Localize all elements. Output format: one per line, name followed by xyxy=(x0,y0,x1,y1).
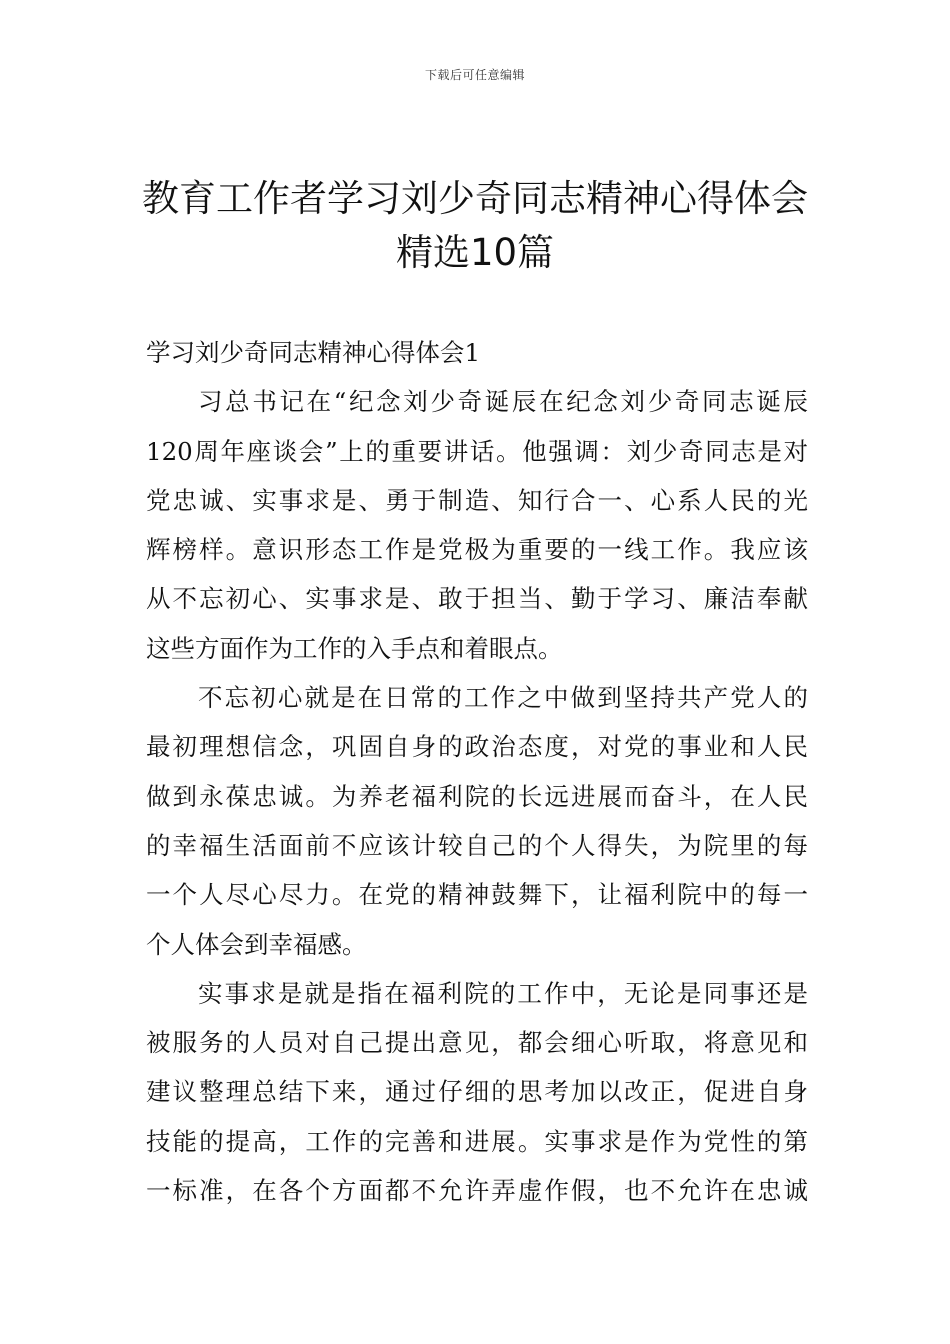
text-line: 不忘初心就是在日常的工作之中做到坚持共产党人的 xyxy=(198,683,808,713)
text-line: 个人体会到幸福感。 xyxy=(146,929,367,959)
text-line: 建议整理总结下来，通过仔细的思考加以改正，促进自身 xyxy=(146,1077,808,1107)
title-line-2: 精选10篇 xyxy=(395,231,555,274)
text-line: 的幸福生活面前不应该计较自己的个人得失，为院里的每 xyxy=(146,830,808,860)
text-line: 技能的提高，工作的完善和进展。实事求是作为党性的第 xyxy=(146,1126,808,1156)
text-line: 这些方面作为工作的入手点和着眼点。 xyxy=(146,633,563,663)
document-body xyxy=(146,328,808,1215)
document-title xyxy=(60,172,890,280)
text-line: 辉榜样。意识形态工作是党极为重要的一线工作。我应该 xyxy=(146,535,808,565)
text-line: 120周年座谈会”上的重要讲话。他强调：刘少奇同志是对 xyxy=(146,436,808,466)
paragraph-1 xyxy=(146,377,808,673)
text-line: 实事求是就是指在福利院的工作中，无论是同事还是 xyxy=(198,978,808,1008)
text-line: 一标准，在各个方面都不允许弄虚作假，也不允许在忠诚 xyxy=(146,1176,808,1206)
header-note: 下载后可任意编辑 xyxy=(424,68,525,82)
text-line: 做到永葆忠诚。为养老福利院的长远进展而奋斗，在人民 xyxy=(146,781,808,811)
section-heading: 学习刘少奇同志精神心得体会1 xyxy=(146,338,481,367)
title-line-1: 教育工作者学习刘少奇同志精神心得体会 xyxy=(142,177,808,220)
text-line: 被服务的人员对自己提出意见，都会细心听取，将意见和 xyxy=(146,1028,808,1058)
paragraph-3 xyxy=(146,969,808,1215)
text-line: 最初理想信念，巩固自身的政治态度，对党的事业和人民 xyxy=(146,732,808,762)
paragraph-2 xyxy=(146,673,808,969)
text-line: 习总书记在“纪念刘少奇诞辰在纪念刘少奇同志诞辰 xyxy=(198,387,808,417)
text-line: 党忠诚、实事求是、勇于制造、知行合一、心系人民的光 xyxy=(146,485,808,515)
text-line: 一个人尽心尽力。在党的精神鼓舞下，让福利院中的每一 xyxy=(146,880,808,910)
text-line: 从不忘初心、实事求是、敢于担当、勤于学习、廉洁奉献 xyxy=(146,584,808,614)
